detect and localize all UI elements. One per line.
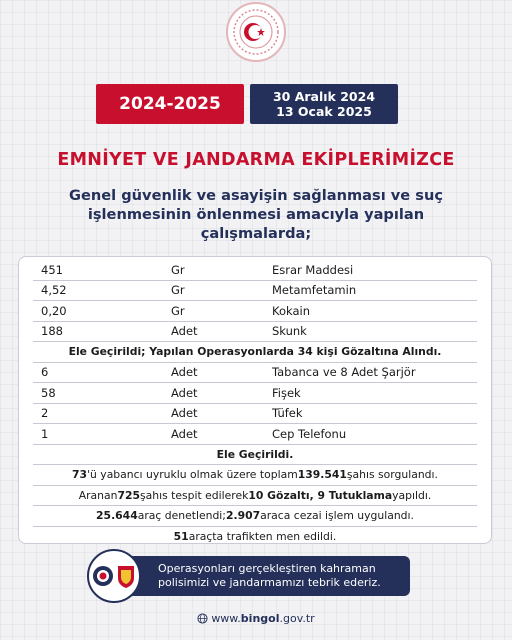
- drugs-summary: Ele Geçirildi; Yapılan Operasyonlarda 34 kişi Gözaltına Alındı.: [33, 342, 477, 363]
- total-count: 139.541: [297, 468, 347, 482]
- row-unit: Gr: [171, 262, 185, 277]
- wanted-mid: şahıs tespit edilerek: [139, 488, 249, 502]
- date-end: 13 Ocak 2025: [276, 104, 372, 119]
- foreign-text: 'ü yabancı uyruklu olmak üzere toplam: [87, 468, 298, 482]
- table-row: [33, 301, 477, 322]
- wanted-suffix: yapıldı.: [392, 488, 432, 502]
- intro-text: Genel güvenlik ve asayişin sağlanması ve suç işlenmesinin önlenmesi amacıyla yapılan çalışmalarda;: [68, 187, 444, 242]
- weapons-summary: Ele Geçirildi.: [33, 445, 477, 466]
- table-row: [33, 281, 477, 302]
- headline: EMNİYET VE JANDARMA EKİPLERİMİZCE: [57, 150, 455, 170]
- congrats-box: [96, 556, 410, 596]
- police-logo-icon: [92, 563, 114, 589]
- row-qty: 6: [41, 365, 49, 380]
- stat-line-vehicles: [33, 506, 477, 527]
- date-start: 30 Aralık 2024: [272, 89, 376, 104]
- fined-count: 2.907: [225, 509, 261, 523]
- globe-icon: [197, 613, 208, 624]
- row-qty: 1: [41, 426, 49, 441]
- years-text: 2024-2025: [119, 94, 221, 114]
- gendarmerie-logo-icon: [116, 563, 136, 589]
- row-unit: Adet: [171, 324, 198, 339]
- row-qty: 58: [41, 385, 56, 400]
- row-qty: 451: [41, 262, 63, 277]
- crescent-star-emblem-icon: [231, 7, 281, 57]
- row-item: Tüfek: [272, 406, 303, 421]
- row-qty: 0,20: [41, 303, 67, 318]
- total-text: şahıs sorgulandı.: [346, 468, 438, 482]
- row-unit: Adet: [171, 426, 198, 441]
- stat-line-wanted: [33, 486, 477, 507]
- row-item: Cep Telefonu: [272, 426, 347, 441]
- banned-count: 51: [173, 530, 189, 544]
- row-item: Metamfetamin: [272, 283, 357, 298]
- row-item: Skunk: [272, 324, 307, 339]
- table-row: [33, 424, 477, 445]
- banned-text: araçta trafikten men edildi.: [188, 530, 337, 544]
- website-domain: bingol: [240, 612, 280, 625]
- row-item: Esrar Maddesi: [272, 262, 354, 277]
- vehicles-count: 25.644: [96, 509, 138, 523]
- dates-badge: [250, 84, 398, 124]
- detention-count: 10 Gözaltı, 9 Tutuklama: [248, 488, 393, 502]
- table-row: [33, 363, 477, 384]
- vehicles-text: araç denetlendi;: [137, 509, 226, 523]
- row-item: Kokain: [272, 303, 310, 318]
- website-prefix: www.: [211, 612, 241, 625]
- governorship-emblem: [226, 2, 286, 62]
- row-unit: Adet: [171, 385, 198, 400]
- foreign-count: 73: [72, 468, 88, 482]
- website-suffix: .gov.tr: [279, 612, 315, 625]
- fined-text: araca cezai işlem uygulandı.: [260, 509, 414, 523]
- wanted-count: 725: [117, 488, 140, 502]
- row-unit: Gr: [171, 283, 185, 298]
- stat-line-banned: [33, 527, 477, 548]
- row-qty: 4,52: [41, 283, 67, 298]
- logo-circle: [87, 549, 141, 603]
- agency-logos: [86, 548, 142, 604]
- wanted-prefix: Aranan: [78, 488, 118, 502]
- row-qty: 2: [41, 406, 49, 421]
- table-row: [33, 404, 477, 425]
- row-unit: Adet: [171, 365, 198, 380]
- table-row: [33, 383, 477, 404]
- congrats-line-2: polisimizi ve jandarmamızı tebrik ederiz.: [158, 576, 381, 589]
- table-row: [33, 260, 477, 281]
- years-badge: [96, 84, 244, 124]
- row-qty: 188: [41, 324, 63, 339]
- stat-line-persons: [33, 465, 477, 486]
- congrats-line-1: Operasyonları gerçekleştiren kahraman: [158, 562, 376, 575]
- row-unit: Adet: [171, 406, 198, 421]
- row-unit: Gr: [171, 303, 185, 318]
- website[interactable]: [0, 612, 512, 625]
- results-panel: [18, 256, 492, 544]
- row-item: Fişek: [272, 385, 301, 400]
- table-row: [33, 322, 477, 343]
- row-item: Tabanca ve 8 Adet Şarjör: [272, 365, 416, 380]
